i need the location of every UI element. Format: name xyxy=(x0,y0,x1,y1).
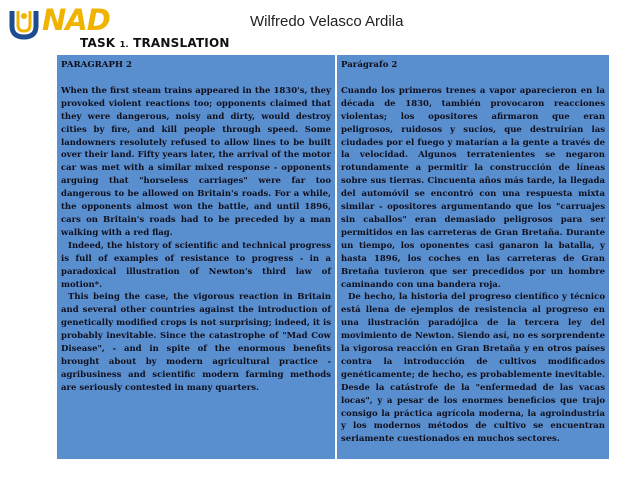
task-name: TRANSLATION xyxy=(133,36,230,50)
unad-logo xyxy=(4,2,144,38)
logo-u-icon xyxy=(8,8,40,40)
english-column xyxy=(57,55,335,459)
spanish-paragraph: De hecho, la historia del progreso científico y técnico está llena de ejemplos de resistencia al progreso en una ilustración paradójica de la tercera ley del movimiento de Newton. Siendo así, no es sorprendente la vigorosa reacción en Gran Bretaña y en otros países contra la introducción de cultivos modificados genéticamente; de hecho, es probablemente inevitable. Desde la catástrofe de la "enfermedad de las vacas locas", y a pesar de los enormes beneficios que trajo consigo la práctica agrícola moderna, la agroindustria y los modernos métodos de cultivo se encuentran seriamente cuestionados en muchos sectores. xyxy=(341,292,605,445)
spanish-paragraph: Cuando los primeros trenes a vapor aparecieron en la década de 1830, también provocaron reacciones violentas; los opositores afirmaron que eran peligrosos, ruidosos y sucios, que destruirían las ciudades por el fuego y matarían a la gente a través de la velocidad. Algunos terratenientes se negaron rotundamente a permitir la construcción de líneas sobre sus tierras. Cincuenta años más tarde, la llegada del automóvil se encontró con una respuesta mixta similar - opositores argumentando que los "carruajes sin caballos" eran demasiado peligrosos para ser permitidos en las carreteras de Gran Bretaña. Durante un tiempo, los oponentes casi ganaron la batalla, y hasta 1896, los coches en las carreteras de Gran Bretaña tuvieron que ser precedidos por un hombre caminando con una bandera roja. xyxy=(341,85,605,290)
english-paragraph: This being the case, the vigorous reaction in Britain and several other countries against the introduction of genetically modified crops is not surprising; indeed, it is probably inevitable. Since the catastrophe of "Mad Cow Disease", - and in spite of the enormous benefits brought about by modern agricultural practice - agribusiness and scientific modern farming methods are seriously contested in many quarters. xyxy=(61,292,331,393)
author-name: Wilfredo Velasco Ardila xyxy=(250,13,404,30)
spanish-heading: Parágrafo 2 xyxy=(341,60,398,70)
english-paragraph: Indeed, the history of scientific and technical progress is full of examples of resistance to progress - in a paradoxical illustration of Newton's third law of motion*. xyxy=(61,240,331,290)
task-number: 1. xyxy=(119,40,129,49)
english-paragraph: When the first steam trains appeared in the 1830's, they provoked violent reactions too; opponents claimed that they were dangerous, noisy and dirty, would destroy cities by fire, and kill people through speed. Some landowners resolutely refused to allow lines to be built over their land. Fifty years later, the arrival of the motor car was met with a similar mixed response - opponents arguing that "horseless carriages" were far too dangerous to be allowed on Britain's roads. For a while, the opponents almost won the battle, and until 1896, cars on Britain's roads had to be preceded by a man walking with a red flag. xyxy=(61,85,331,238)
spanish-column xyxy=(337,55,609,459)
logo-text: NAD xyxy=(42,3,110,37)
task-title xyxy=(80,36,230,50)
english-heading: PARAGRAPH 2 xyxy=(61,60,133,70)
task-label: TASK xyxy=(80,36,116,50)
translation-table xyxy=(57,55,609,459)
